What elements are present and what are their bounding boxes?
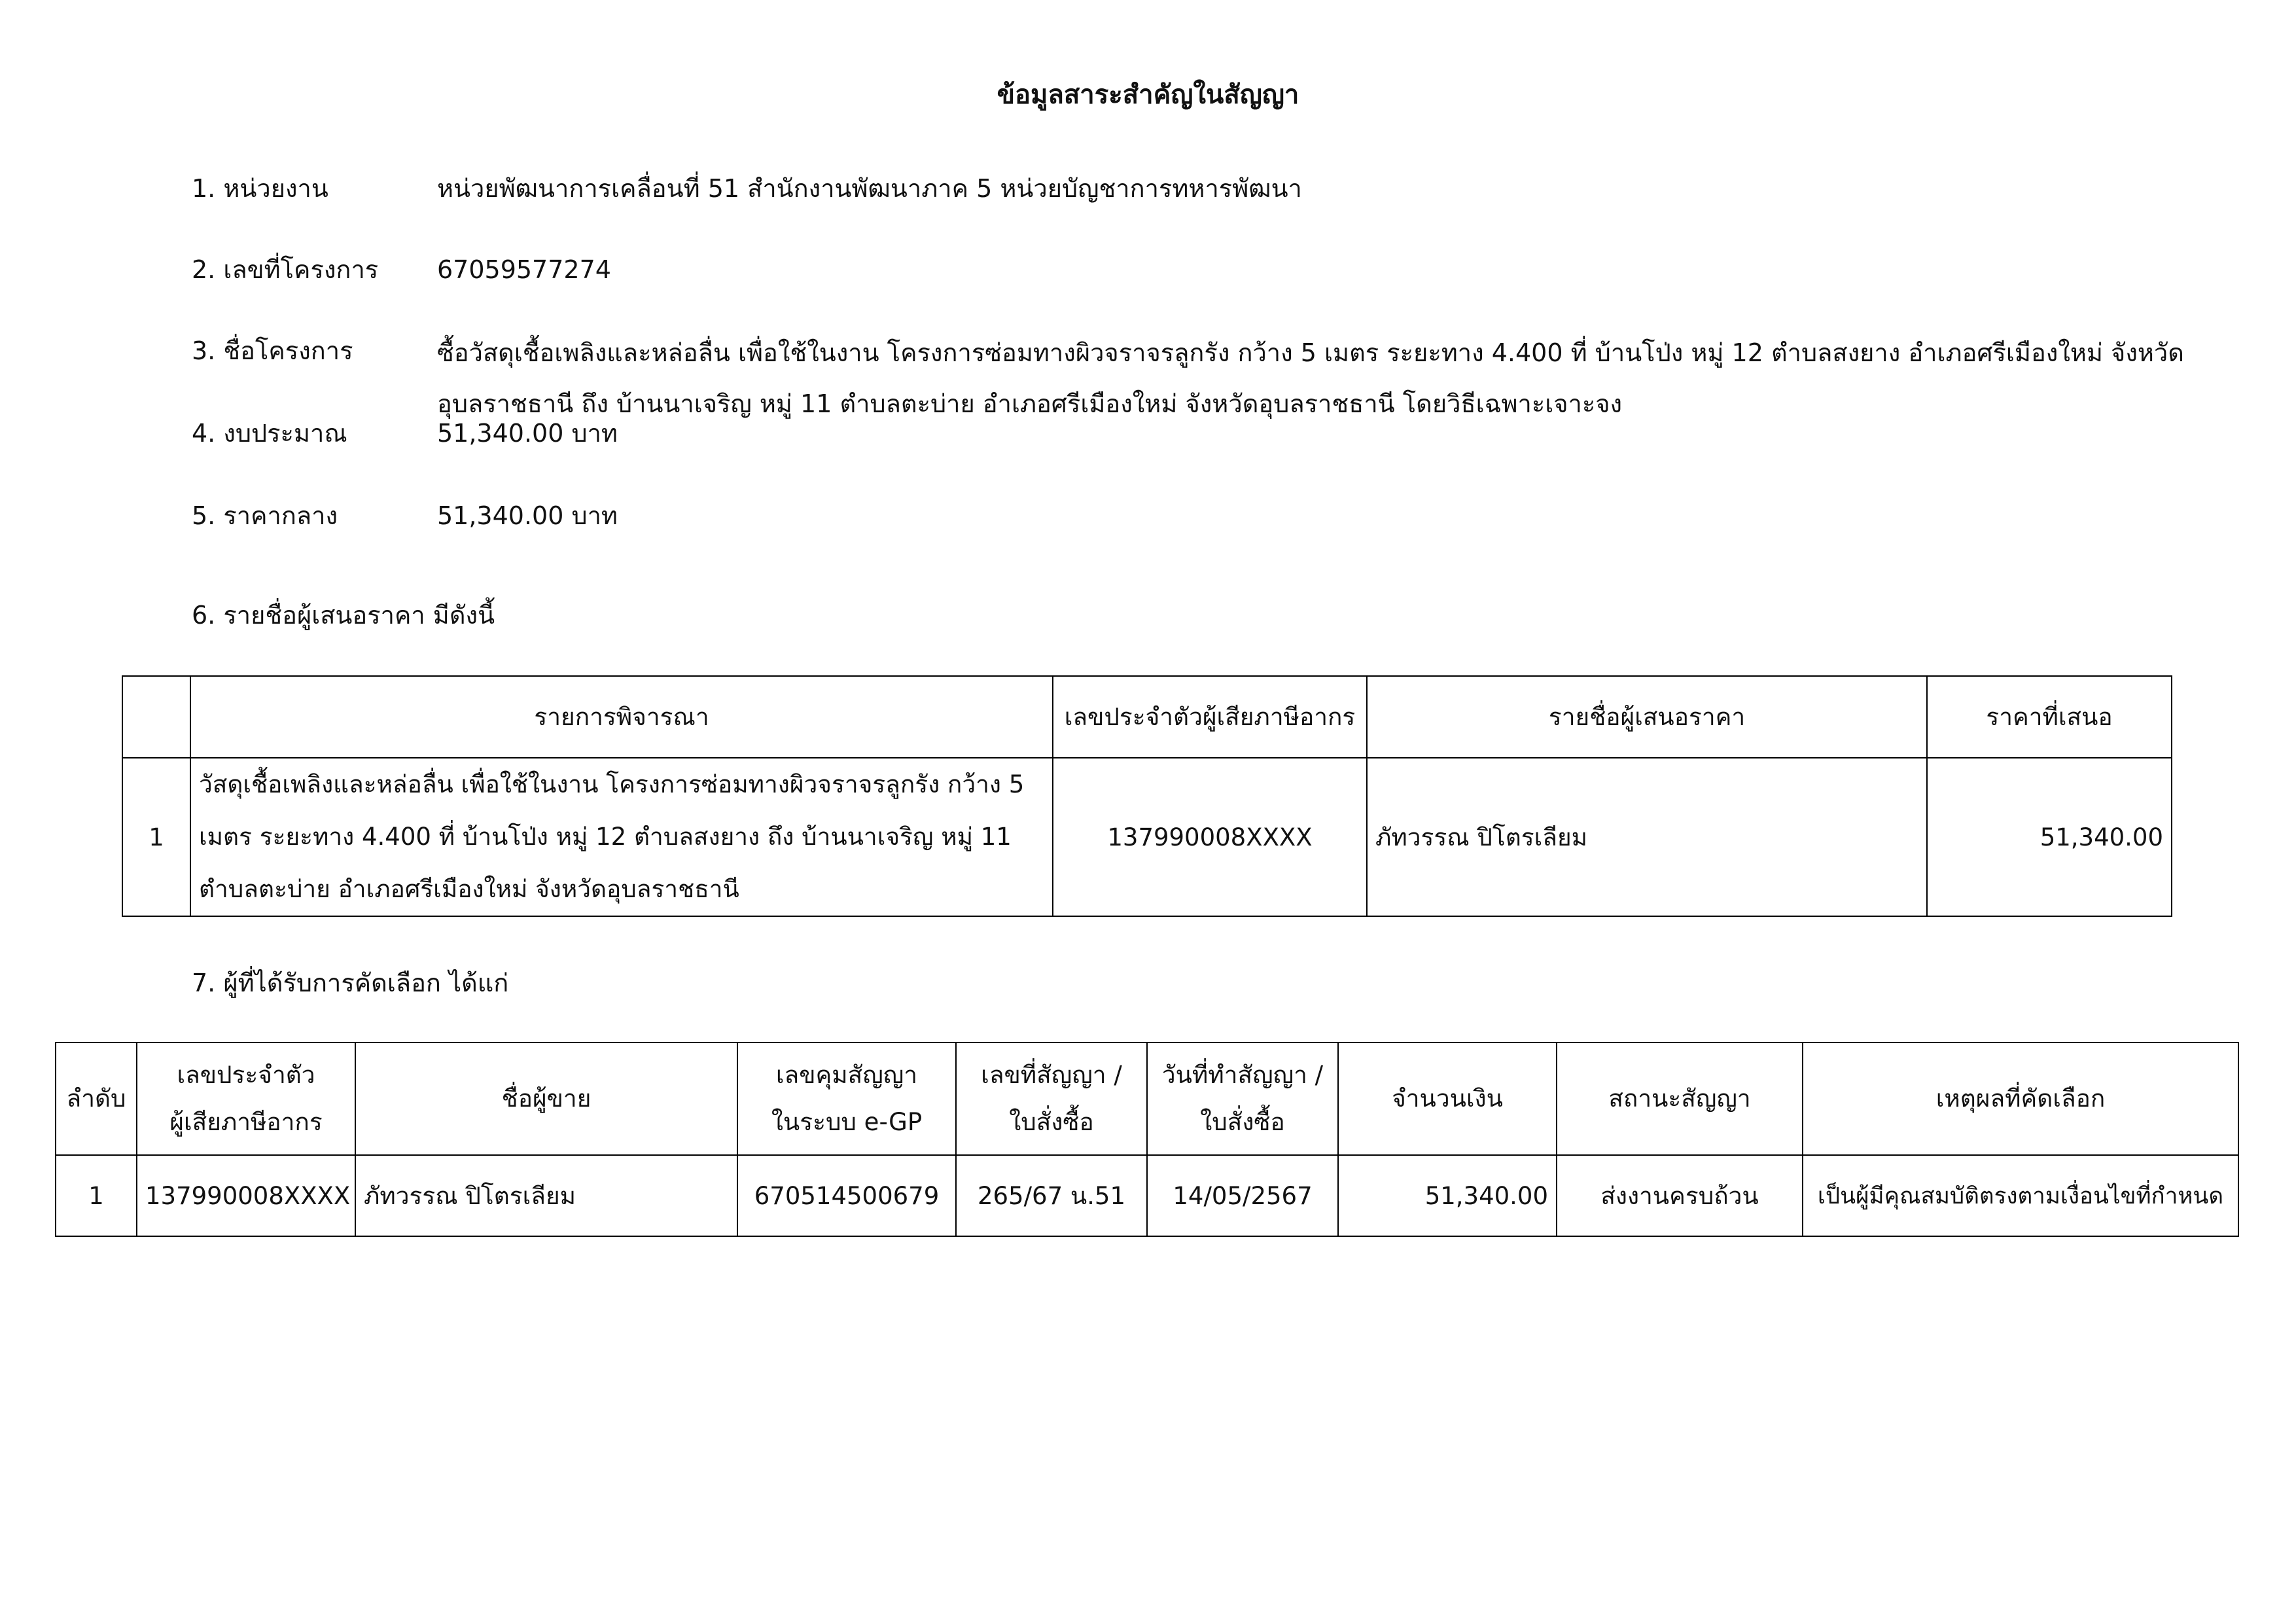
- selected-header-contract-date-line-1: วันที่ทำสัญญา /: [1161, 1061, 1324, 1089]
- median-price-value: 51,340.00 บาท: [437, 501, 618, 530]
- selected-row-amount: 51,340.00: [1338, 1155, 1557, 1236]
- offers-header-no: [122, 676, 190, 758]
- offers-header-tax-id: เลขประจำตัวผู้เสียภาษีอากร: [1053, 676, 1367, 758]
- selected-heading: 7. ผู้ที่ได้รับการคัดเลือก ได้แก่: [192, 969, 509, 997]
- selected-header-control-no-line-2: ในระบบ e-GP: [771, 1108, 923, 1136]
- project-name-label: 3. ชื่อโครงการ: [192, 336, 353, 365]
- selected-header-contract-date-line-2: ใบสั่งซื้อ: [1200, 1108, 1285, 1136]
- selected-row-contract-date: 14/05/2567: [1147, 1155, 1338, 1236]
- project-name-value: ซื้อวัสดุเชื้อเพลิงและหล่อลื่น เพื่อใช้ในงาน โครงการซ่อมทางผิวจราจรลูกรัง กว้าง 5 เมตร ระยะทาง 4.400 ที่ บ้านโป่ง หมู่ 12 ตำบลสงยาง อำเภอศรีเมืองใหม่ จังหวัดอุบลราชธานี ถึง บ้านนาเจริญ หมู่ 11 ตำบลตะบ่าย อำเภอศรีเมืองใหม่ จังหวัดอุบลราชธานี โดยวิธีเฉพาะเจาะจง: [437, 338, 2184, 418]
- selected-row-tax-id: 137990008XXXX: [137, 1155, 355, 1236]
- offer-item-line-1: วัสดุเชื้อเพลิงและหล่อลื่น เพื่อใช้ในงาน โครงการซ่อมทางผิวจราจรลูกรัง กว้าง 5: [199, 770, 1025, 798]
- selected-row-reason: เป็นผู้มีคุณสมบัติตรงตามเงื่อนไขที่กำหนด: [1803, 1155, 2238, 1236]
- selected-header-contract-date: [1147, 1043, 1338, 1155]
- agency-value: หน่วยพัฒนาการเคลื่อนที่ 51 สำนักงานพัฒนาภาค 5 หน่วยบัญชาการทหารพัฒนา: [437, 174, 1302, 203]
- offers-table: [122, 675, 2172, 917]
- offer-item-line-2: เมตร ระยะทาง 4.400 ที่ บ้านโป่ง หมู่ 12 ตำบลสงยาง ถึง บ้านนาเจริญ หมู่ 11: [199, 823, 1012, 851]
- selected-header-no: ลำดับ: [56, 1043, 137, 1155]
- selected-row-no: 1: [56, 1155, 137, 1236]
- offers-header-row: [122, 676, 2172, 758]
- selected-header-row: [56, 1043, 2238, 1155]
- offer-row-item: [190, 758, 1053, 916]
- selected-header-status: สถานะสัญญา: [1557, 1043, 1803, 1155]
- offer-row-tax-id: 137990008XXXX: [1053, 758, 1367, 916]
- selected-table: [55, 1042, 2239, 1237]
- selected-header-contract-no-line-2: ใบสั่งซื้อ: [1009, 1108, 1094, 1136]
- project-number-label: 2. เลขที่โครงการ: [192, 255, 379, 284]
- table-row: [56, 1155, 2238, 1236]
- offer-row-no: 1: [122, 758, 190, 916]
- selected-header-tax-id: [137, 1043, 355, 1155]
- offer-row-price: 51,340.00: [1927, 758, 2172, 916]
- offers-heading: 6. รายชื่อผู้เสนอราคา มีดังนี้: [192, 601, 495, 630]
- selected-header-tax-id-line-2: ผู้เสียภาษีอากร: [169, 1108, 323, 1136]
- selected-header-contract-no-line-1: เลขที่สัญญา /: [981, 1061, 1122, 1089]
- selected-header-control-no: [737, 1043, 956, 1155]
- agency-label: 1. หน่วยงาน: [192, 174, 328, 203]
- selected-header-control-no-line-1: เลขคุมสัญญา: [775, 1061, 918, 1089]
- offer-item-line-3: ตำบลตะบ่าย อำเภอศรีเมืองใหม่ จังหวัดอุบลราชธานี: [199, 875, 739, 903]
- budget-value: 51,340.00 บาท: [437, 419, 618, 448]
- selected-header-amount: จำนวนเงิน: [1338, 1043, 1557, 1155]
- selected-row-contract-no: 265/67 น.51: [956, 1155, 1147, 1236]
- selected-header-reason: เหตุผลที่คัดเลือก: [1803, 1043, 2238, 1155]
- offers-header-item: รายการพิจารณา: [190, 676, 1053, 758]
- project-number-value: 67059577274: [437, 255, 611, 284]
- selected-row-seller: ภัทวรรณ ปิโตรเลียม: [355, 1155, 737, 1236]
- offer-row-bidder: ภัทวรรณ ปิโตรเลียม: [1367, 758, 1927, 916]
- selected-header-seller: ชื่อผู้ขาย: [355, 1043, 737, 1155]
- page-title: ข้อมูลสาระสำคัญในสัญญา: [997, 80, 1299, 110]
- table-row: [122, 758, 2172, 916]
- offers-header-price: ราคาที่เสนอ: [1927, 676, 2172, 758]
- budget-label: 4. งบประมาณ: [192, 419, 347, 448]
- median-price-label: 5. ราคากลาง: [192, 501, 338, 530]
- offers-header-bidder: รายชื่อผู้เสนอราคา: [1367, 676, 1927, 758]
- selected-header-tax-id-line-1: เลขประจำตัว: [177, 1061, 315, 1089]
- selected-row-control-no: 670514500679: [737, 1155, 956, 1236]
- selected-row-status: ส่งงานครบถ้วน: [1557, 1155, 1803, 1236]
- selected-header-contract-no: [956, 1043, 1147, 1155]
